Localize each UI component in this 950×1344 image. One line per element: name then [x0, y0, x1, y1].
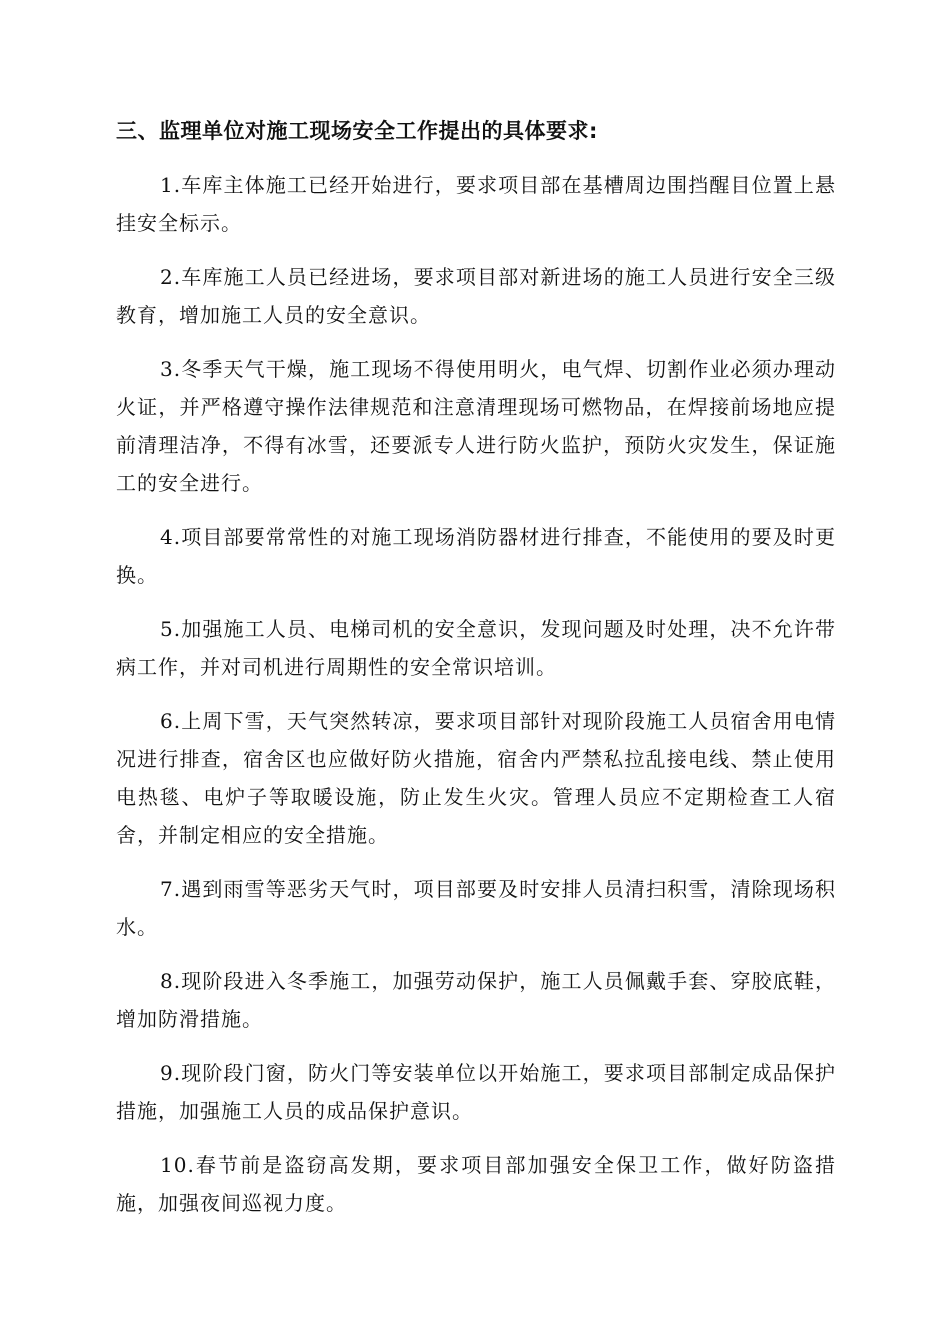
requirement-item-9: 9.现阶段门窗，防火门等安装单位以开始施工，要求项目部制定成品保护措施，加强施工人员的成品保护意识。 [116, 1061, 836, 1123]
requirement-item-10: 10.春节前是盗窃高发期，要求项目部加强安全保卫工作，做好防盗措施，加强夜间巡视力度。 [116, 1153, 836, 1215]
requirement-item-2: 2.车库施工人员已经进场，要求项目部对新进场的施工人员进行安全三级教育，增加施工人员的安全意识。 [116, 265, 836, 327]
requirement-item-5: 5.加强施工人员、电梯司机的安全意识，发现问题及时处理，决不允许带病工作，并对司机进行周期性的安全常识培训。 [116, 617, 836, 679]
requirement-item-4: 4.项目部要常常性的对施工现场消防器材进行排查，不能使用的要及时更换。 [116, 525, 836, 587]
section-heading: 三、监理单位对施工现场安全工作提出的具体要求: [116, 119, 598, 143]
document-body [116, 112, 836, 1238]
requirement-item-1: 1.车库主体施工已经开始进行，要求项目部在基槽周边围挡醒目位置上悬挂安全标示。 [116, 173, 836, 235]
requirement-item-6: 6.上周下雪，天气突然转凉，要求项目部针对现阶段施工人员宿舍用电情况进行排查，宿舍区也应做好防火措施，宿舍内严禁私拉乱接电线、禁止使用电热毯、电炉子等取暖设施，防止发生火灾。管理人员应不定期检查工人宿舍，并制定相应的安全措施。 [116, 709, 836, 847]
requirement-item-7: 7.遇到雨雪等恶劣天气时，项目部要及时安排人员清扫积雪，清除现场积水。 [116, 877, 836, 939]
requirement-item-3: 3.冬季天气干燥，施工现场不得使用明火，电气焊、切割作业必须办理动火证，并严格遵守操作法律规范和注意清理现场可燃物品，在焊接前场地应提前清理洁净，不得有冰雪，还要派专人进行防火监护，预防火灾发生，保证施工的安全进行。 [116, 357, 836, 495]
requirement-item-8: 8.现阶段进入冬季施工，加强劳动保护，施工人员佩戴手套、穿胶底鞋，增加防滑措施。 [116, 969, 836, 1031]
